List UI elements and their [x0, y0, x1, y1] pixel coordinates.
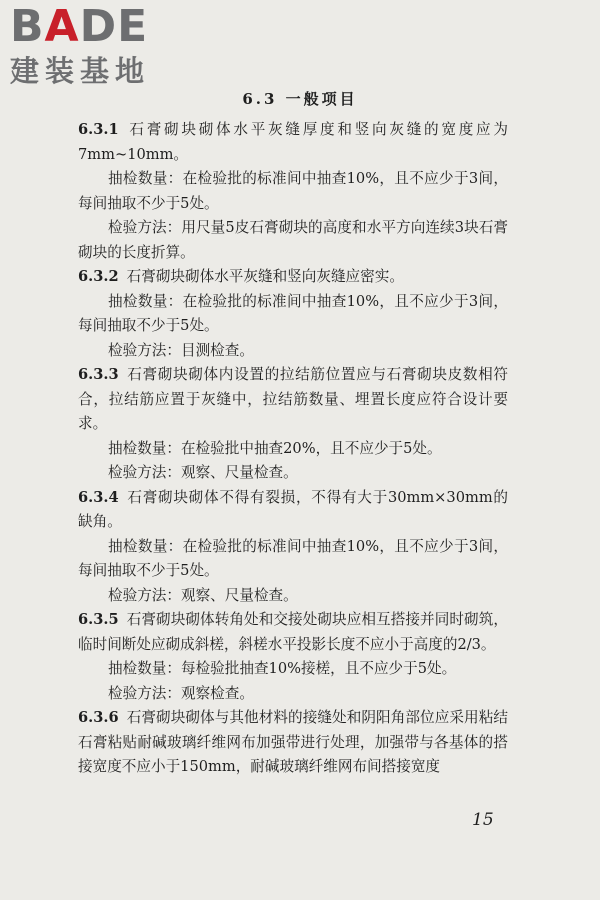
clause-6-3-6: 6.3.6 石膏砌块砌体与其他材料的接缝处和阴阳角部位应采用粘结石膏粘贴耐碱玻璃纤维网布加强带进行处理，加强带与各基体的搭接宽度不应小于150mm，耐碱玻璃纤维网布间搭接宽度	[78, 709, 508, 775]
clause-6-3-2: 6.3.2 石膏砌块砌体水平灰缝和竖向灰缝应密实。	[78, 268, 404, 285]
clause-6-3-5: 6.3.5 石膏砌块砌体转角处和交接处砌块应相互搭接并同时砌筑，临时间断处应砌成斜槎，斜槎水平投影长度不应小于高度的2/3。	[78, 611, 508, 653]
document-body	[78, 118, 508, 780]
logo-wordmark: BADE	[10, 1, 149, 52]
clause-6-3-5-method: 检验方法：观察检查。	[108, 684, 254, 702]
clause-6-3-3-sampling: 抽检数量：在检验批中抽查20%，且不应少于5处。	[108, 439, 442, 457]
clause-6-3-1-sampling: 抽检数量：在检验批的标准间中抽查10%，且不应少于3间，每间抽取不少于5处。	[78, 170, 508, 212]
clause-6-3-1-method: 检验方法：用尺量5皮石膏砌块的高度和水平方向连续3块石膏砌块的长度折算。	[78, 219, 508, 261]
clause-6-3-3: 6.3.3 石膏砌块砌体内设置的拉结筋位置应与石膏砌块皮数相符合，拉结筋应置于灰缝中，拉结筋数量、埋置长度应符合设计要求。	[78, 366, 508, 432]
clause-6-3-3-method: 检验方法：观察、尺量检查。	[108, 464, 298, 481]
logo-subtitle: 建装基地	[10, 54, 151, 88]
logo	[10, 1, 180, 88]
page-number: 15	[472, 810, 494, 830]
clause-6-3-2-method: 检验方法：目测检查。	[108, 341, 254, 359]
clause-6-3-2-sampling: 抽检数量：在检验批的标准间中抽查10%，且不应少于3间，每间抽取不少于5处。	[78, 292, 508, 334]
clause-6-3-1: 6.3.1 石膏砌块砌体水平灰缝厚度和竖向灰缝的宽度应为7mm~10mm。	[78, 121, 508, 163]
clause-6-3-4: 6.3.4 石膏砌块砌体不得有裂损，不得有大于30mm×30mm的缺角。	[78, 488, 508, 530]
clause-6-3-5-sampling: 抽检数量：每检验批抽查10%接槎，且不应少于5处。	[108, 660, 457, 677]
clause-6-3-4-sampling: 抽检数量：在检验批的标准间中抽查10%，且不应少于3间，每间抽取不少于5处。	[78, 537, 508, 579]
section-title: 6.3 一般项目	[242, 90, 358, 108]
clause-6-3-4-method: 检验方法：观察、尺量检查。	[108, 586, 298, 604]
